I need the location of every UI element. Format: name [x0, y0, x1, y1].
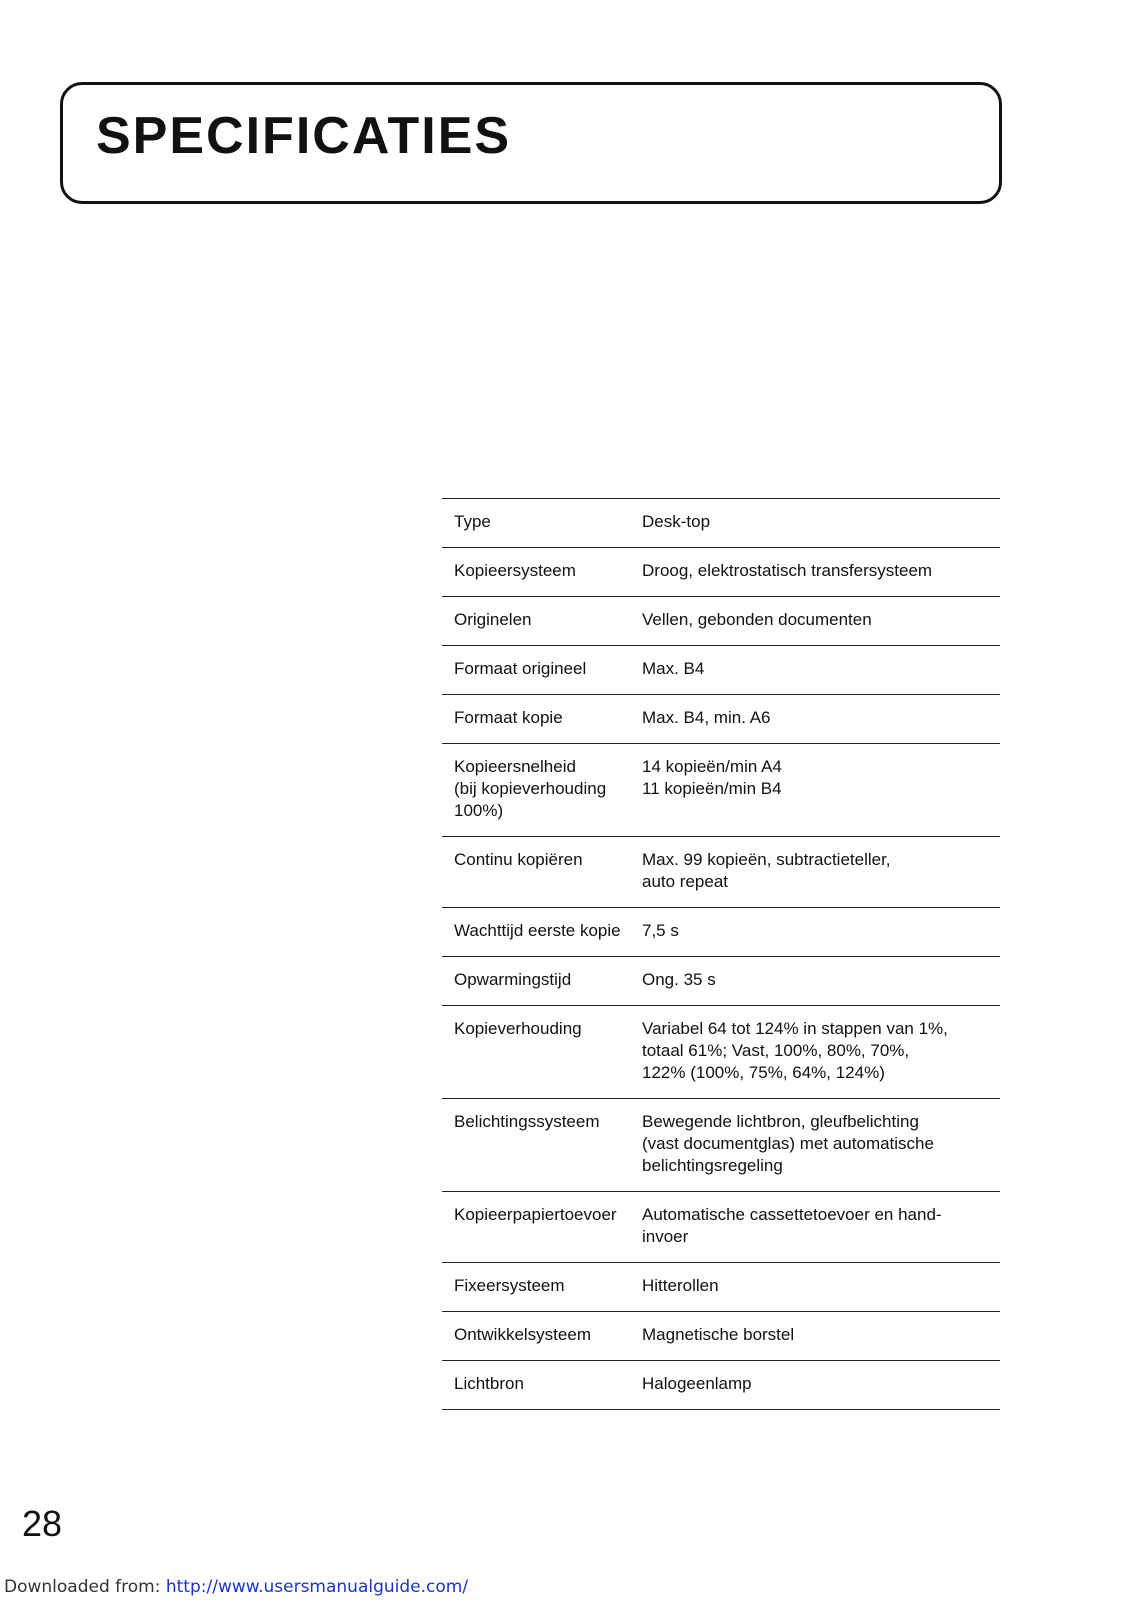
footer-link[interactable]: http://www.usersmanualguide.com/	[165, 1577, 469, 1597]
spec-value: Max. 99 kopieën, subtractieteller, auto repeat	[642, 850, 891, 891]
spec-row	[442, 908, 1000, 957]
spec-label: Kopieersnelheid (bij kopieverhouding 100%)	[454, 757, 607, 820]
spec-label: Kopieerpapiertoevoer	[454, 1205, 617, 1224]
spec-value: Droog, elektrostatisch transfersysteem	[642, 561, 933, 580]
spec-row	[442, 1361, 1000, 1410]
spec-value: Max. B4	[642, 659, 705, 678]
spec-value: Variabel 64 tot 124% in stappen van 1%, totaal 61%; Vast, 100%, 80%, 70%, 122% (100%, 75%, 64%, 124%)	[642, 1019, 948, 1082]
spec-row	[442, 1099, 1000, 1192]
spec-label: Lichtbron	[454, 1374, 524, 1393]
spec-row	[442, 499, 1000, 548]
download-footer	[4, 1576, 468, 1598]
spec-row	[442, 646, 1000, 695]
spec-value: Vellen, gebonden documenten	[642, 610, 872, 629]
spec-label: Kopieverhouding	[454, 1019, 582, 1038]
spec-label: Opwarmingstijd	[454, 970, 572, 989]
spec-label: Originelen	[454, 610, 532, 629]
spec-label: Type	[454, 512, 491, 531]
specifications-table	[442, 498, 1000, 1410]
page-title: SPECIFICATIES	[96, 107, 512, 165]
spec-value: Automatische cassettetoevoer en hand- invoer	[642, 1205, 942, 1246]
spec-row	[442, 957, 1000, 1006]
spec-row	[442, 837, 1000, 908]
spec-label: Fixeersysteem	[454, 1276, 565, 1295]
spec-label: Continu kopiëren	[454, 850, 583, 869]
spec-row	[442, 548, 1000, 597]
spec-row	[442, 1312, 1000, 1361]
spec-row	[442, 597, 1000, 646]
spec-row	[442, 1192, 1000, 1263]
spec-value: Bewegende lichtbron, gleufbelichting (vast documentglas) met automatische belichtingsregeling	[642, 1112, 934, 1175]
spec-label: Ontwikkelsysteem	[454, 1325, 591, 1344]
spec-row	[442, 1006, 1000, 1099]
spec-row	[442, 744, 1000, 837]
spec-value: Hitterollen	[642, 1276, 719, 1295]
footer-prefix: Downloaded from:	[4, 1577, 166, 1597]
spec-label: Formaat origineel	[454, 659, 587, 678]
spec-value: Max. B4, min. A6	[642, 708, 771, 727]
spec-value: 7,5 s	[642, 921, 679, 940]
spec-value: Halogeenlamp	[642, 1374, 752, 1393]
spec-row	[442, 695, 1000, 744]
spec-label: Wachttijd eerste kopie	[454, 921, 621, 940]
spec-value: Ong. 35 s	[642, 970, 716, 989]
spec-value: Magnetische borstel	[642, 1325, 795, 1344]
spec-label: Formaat kopie	[454, 708, 563, 727]
spec-label: Belichtingssysteem	[454, 1112, 600, 1131]
spec-row	[442, 1263, 1000, 1312]
spec-label: Kopieersysteem	[454, 561, 576, 580]
spec-value: 14 kopieën/min A4 11 kopieën/min B4	[642, 757, 782, 798]
page-number: 28	[22, 1503, 63, 1544]
spec-value: Desk-top	[642, 512, 711, 531]
